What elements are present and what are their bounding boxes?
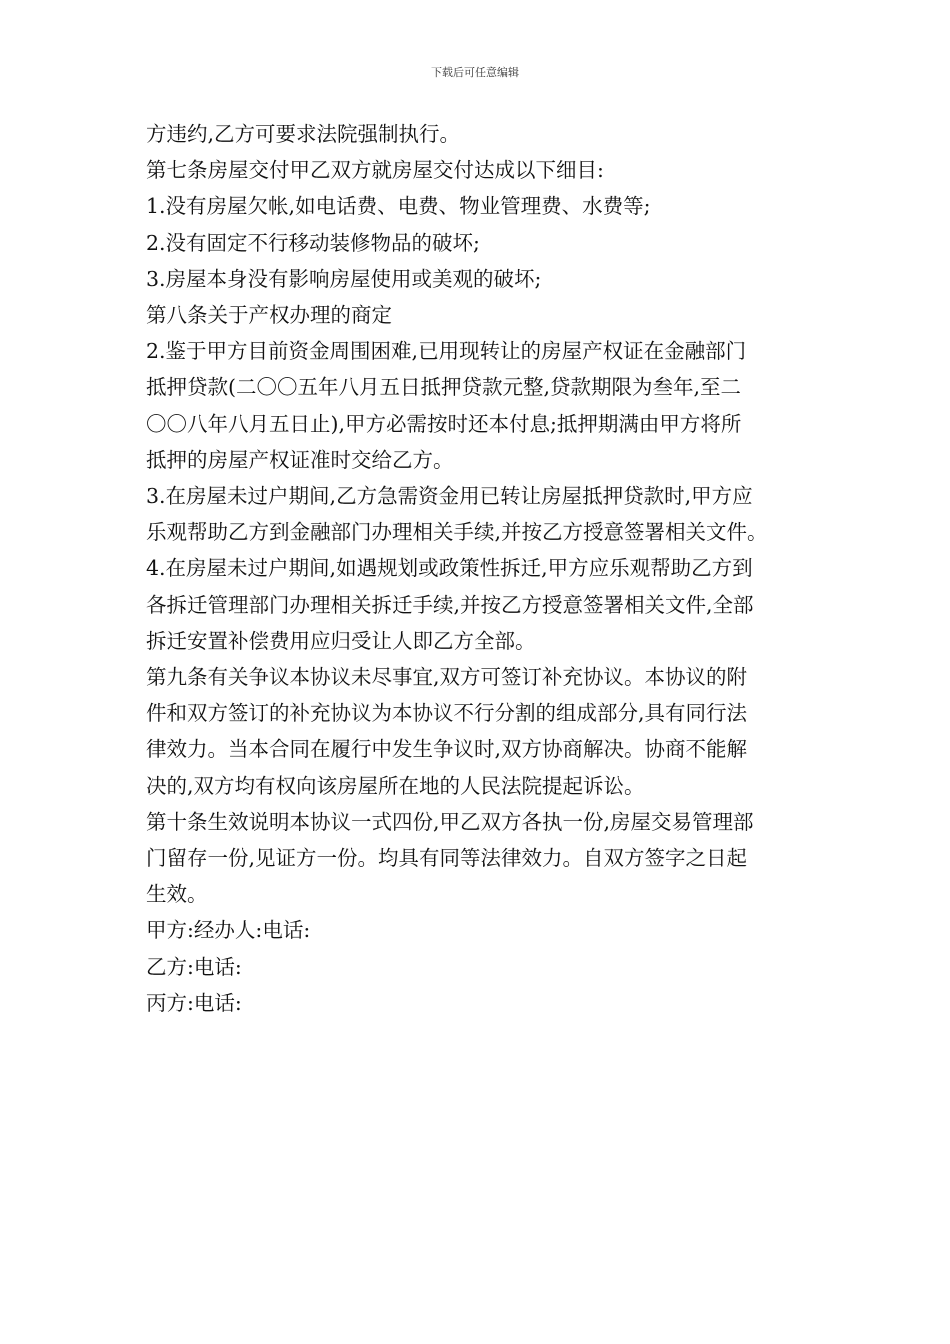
signature-line-party-a: 甲方:经办人:电话: <box>146 918 311 943</box>
list-item: 1.没有房屋欠帐,如电话费、电费、物业管理费、水费等; <box>146 194 651 219</box>
text-line: 生效。 <box>146 882 208 907</box>
signature-line-party-c: 丙方:电话: <box>146 990 242 1015</box>
text-line: 2.鉴于甲方目前资金周围困难,已用现转让的房屋产权证在金融部门 <box>146 339 747 364</box>
text-line: 各拆迁管理部门办理相关拆迁手续,并按乙方授意签署相关文件,全部 <box>146 592 754 617</box>
signature-line-party-b: 乙方:电话: <box>146 954 242 979</box>
text-line: 拆迁安置补偿费用应归受让人即乙方全部。 <box>146 628 536 653</box>
text-line: 门留存一份,见证方一份。均具有同等法律效力。自双方签字之日起 <box>146 846 748 871</box>
text-line: 决的,双方均有权向该房屋所在地的人民法院提起诉讼。 <box>146 773 645 798</box>
list-item: 2.没有固定不行移动装修物品的破坏; <box>146 230 480 255</box>
text-line: 抵押的房屋产权证准时交给乙方。 <box>146 447 454 472</box>
document-body <box>146 116 810 1021</box>
article-8-heading: 第八条关于产权办理的商定 <box>146 303 392 328</box>
article-9-text: 第九条有关争议本协议未尽事宜,双方可签订补充协议。本协议的附 <box>146 665 748 690</box>
text-line: 4.在房屋未过户期间,如遇规划或政策性拆迁,甲方应乐观帮助乙方到 <box>146 556 753 581</box>
text-line: 件和双方签订的补充协议为本协议不行分割的组成部分,具有同行法 <box>146 701 748 726</box>
page-header: 下载后可任意编辑 <box>431 66 519 79</box>
article-10-text: 第十条生效说明本协议一式四份,甲乙双方各执一份,房屋交易管理部 <box>146 809 754 834</box>
text-line: 方违约,乙方可要求法院强制执行。 <box>146 122 461 146</box>
text-line: 〇〇八年八月五日止),甲方必需按时还本付息;抵押期满由甲方将所 <box>146 411 742 436</box>
list-item: 3.房屋本身没有影响房屋使用或美观的破坏; <box>146 266 542 291</box>
text-line: 抵押贷款(二〇〇五年八月五日抵押贷款元整,贷款期限为叁年,至二 <box>146 375 742 400</box>
article-7-heading: 第七条房屋交付甲乙双方就房屋交付达成以下细目: <box>146 158 604 183</box>
text-line: 乐观帮助乙方到金融部门办理相关手续,并按乙方授意签署相关文件。 <box>146 520 768 545</box>
text-line: 律效力。当本合同在履行中发生争议时,双方协商解决。协商不能解 <box>146 737 748 762</box>
text-line: 3.在房屋未过户期间,乙方急需资金用已转让房屋抵押贷款时,甲方应 <box>146 484 753 509</box>
